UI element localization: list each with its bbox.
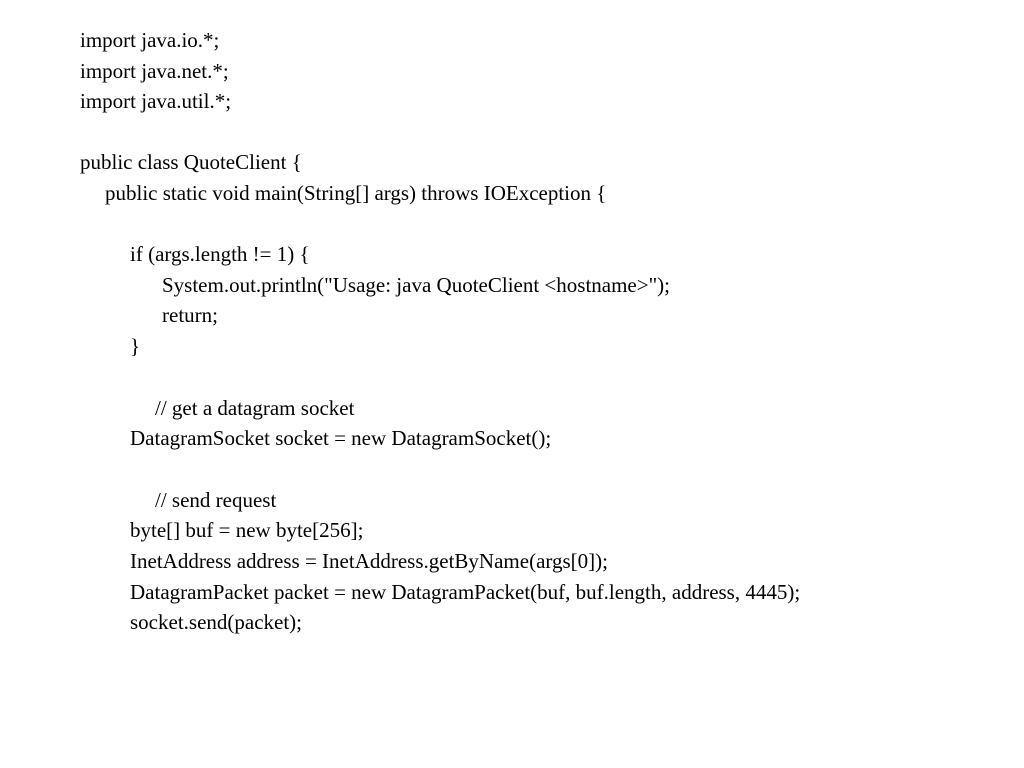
datagram-socket-statement: DatagramSocket socket = new DatagramSocket(); — [130, 426, 552, 450]
packet-statement: DatagramPacket packet = new DatagramPacket(buf, buf.length, address, 4445); — [130, 580, 801, 604]
if-condition-line: if (args.length != 1) { — [130, 242, 310, 266]
class-declaration: public class QuoteClient { — [80, 150, 302, 174]
if-close-brace: } — [130, 334, 141, 358]
address-statement: InetAddress address = InetAddress.getByName(args[0]); — [130, 549, 608, 573]
send-statement: socket.send(packet); — [130, 610, 303, 634]
import-line-net: import java.net.*; — [80, 59, 229, 83]
send-request-comment: // send request — [155, 488, 277, 512]
return-line: return; — [162, 303, 218, 327]
import-line-io: import java.io.*; — [80, 28, 220, 52]
main-method-declaration: public static void main(String[] args) throws IOException { — [105, 181, 607, 205]
datagram-socket-comment: // get a datagram socket — [155, 396, 355, 420]
buffer-statement: byte[] buf = new byte[256]; — [130, 518, 364, 542]
import-line-util: import java.util.*; — [80, 89, 232, 113]
usage-println-line: System.out.println("Usage: java QuoteClient <hostname>"); — [162, 273, 670, 297]
